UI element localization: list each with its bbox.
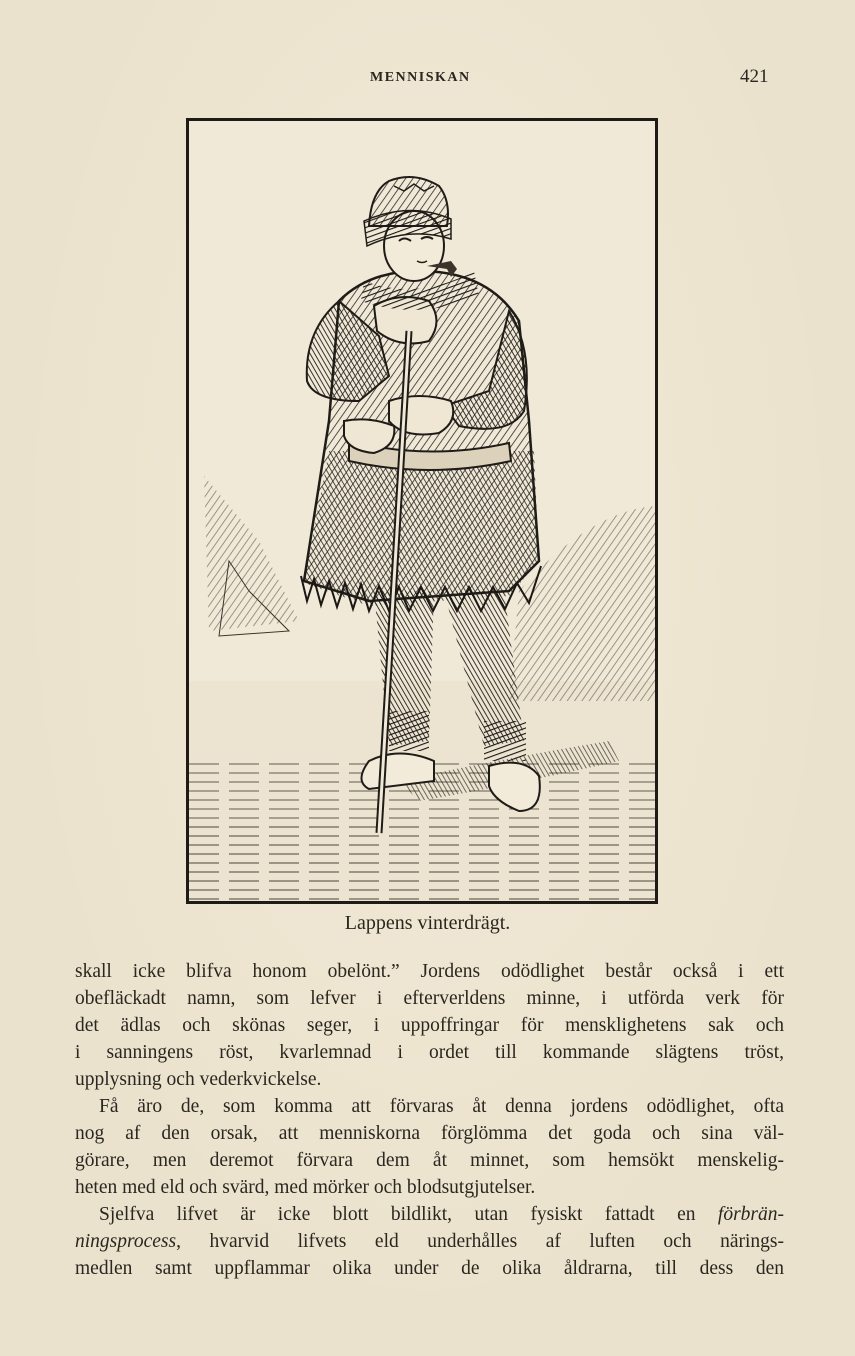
figure-caption: Lappens vinterdrägt. bbox=[344, 912, 511, 934]
text-line bbox=[75, 1201, 784, 1228]
text-line: i sanningens röst, kvarlemnad i ordet till kommande slägtens tröst, bbox=[75, 1042, 784, 1063]
text-line: nog af den orsak, att menniskorna förglömma det goda och sina väl- bbox=[75, 1123, 784, 1144]
body-text bbox=[75, 958, 784, 1282]
text-line: medlen samt uppflammar olika under de olika åldrarna, till dess den bbox=[75, 1258, 784, 1279]
italic-term: förbrän- bbox=[717, 1204, 784, 1225]
text-line: det ädlas och skönas seger, i uppoffringar för mensklighetens sak och bbox=[75, 1015, 784, 1036]
sami-man-engraving bbox=[189, 121, 655, 901]
text-segment: Sjelfva lifvet är icke blott bildlikt, utan fysiskt fattadt en bbox=[99, 1204, 718, 1225]
text-line: upplysning och vederkvickelse. bbox=[75, 1069, 322, 1090]
text-line: heten med eld och svärd, med mörker och blodsutgjutelser. bbox=[75, 1177, 536, 1198]
text-line: görare, men deremot förvara dem åt minnet, som hemsökt menskelig- bbox=[75, 1150, 784, 1171]
text-line: obefläckadt namn, som lefver i efterverldens minne, i utförda verk för bbox=[75, 988, 784, 1009]
text-line: skall icke blifva honom obelönt.” Jordens odödlighet består också i ett bbox=[75, 961, 784, 982]
text-line: Få äro de, som komma att förvaras åt denna jordens odödlighet, ofta bbox=[99, 1096, 784, 1117]
running-head: MENNISKAN bbox=[370, 70, 471, 85]
text-line bbox=[75, 1228, 784, 1255]
page-number: 421 bbox=[740, 66, 769, 87]
italic-term: ningsprocess bbox=[75, 1231, 177, 1252]
text-segment: , hvarvid lifvets eld underhålles af luften och närings- bbox=[176, 1231, 784, 1252]
figure-illustration bbox=[186, 118, 658, 904]
